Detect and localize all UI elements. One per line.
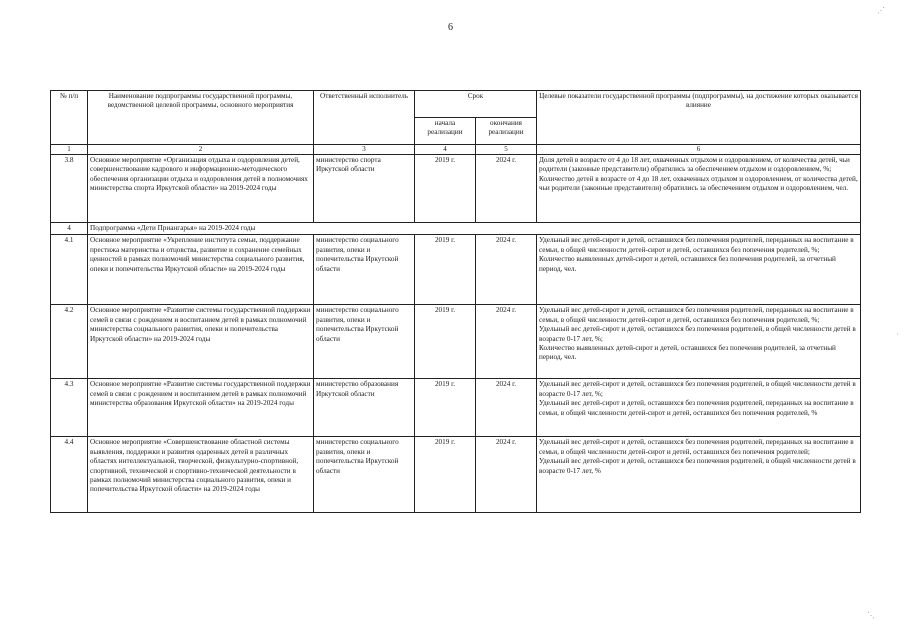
row-num: 4.2 xyxy=(51,305,88,379)
header-indicators: Целевые показатели государственной программы (подпрограммы), на достижение которых оказывается влияние xyxy=(537,91,861,145)
header-executor: Ответственный исполнитель xyxy=(314,91,415,145)
row-start: 2019 г. xyxy=(415,305,476,379)
scan-artifact: ⋰ xyxy=(877,6,885,15)
header-name: Наименование подпрограммы государственной программы, ведомственной целевой программы, основного мероприятия xyxy=(88,91,314,145)
scan-artifact: ⋱ xyxy=(867,611,875,620)
indicator-item: Удельный вес детей-сирот и детей, оставшихся без попечения родителей, в общей численности детей в возрасте 0-17 лет, %; xyxy=(539,325,856,343)
indicator-item: Удельный вес детей-сирот и детей, оставшихся без попечения родителей, переданных на воспитание в семьи, в общей численности детей-сирот и детей, оставшихся без попечения родителей; xyxy=(539,438,854,456)
row-executor: министерство социального развития, опеки и попечительства Иркутской области xyxy=(314,305,415,379)
indicator-item: Удельный вес детей-сирот и детей, оставшихся без попечения родителей, в общей численности детей в возрасте 0-17 лет, %; xyxy=(539,380,856,398)
subprogram-title: Подпрограмма «Дети Приангарья» на 2019-2024 годы xyxy=(88,223,861,235)
indicator-item: Удельный вес детей-сирот и детей, оставшихся без попечения родителей, переданных на воспитание в семьи, в общей численности детей-сирот и детей, оставшихся без попечения родителей, %; xyxy=(539,236,854,254)
row-executor: министерство образования Иркутской области xyxy=(314,379,415,437)
row-num: 4.3 xyxy=(51,379,88,437)
row-name: Основное мероприятие «Укрепление института семьи, поддержание престижа материнства и отцовства, развитие и сохранение семейных ценностей в рамках полномочий министерства социального развития, опеки и попечительства Иркутской области» на 2019-2024 годы xyxy=(88,235,314,305)
row-executor: министерство спорта Иркутской области xyxy=(314,155,415,223)
header-num: № п/п xyxy=(51,91,88,145)
indicator-item: Количество выявленных детей-сирот и детей, оставшихся без попечения родителей, за отчетный период, чел. xyxy=(539,255,836,273)
row-start: 2019 г. xyxy=(415,155,476,223)
subprogram-row xyxy=(51,223,861,235)
row-num: 3.8 xyxy=(51,155,88,223)
indicator-item: Удельный вес детей-сирот и детей, оставшихся без попечения родителей, переданных на воспитание в семьи, в общей численности детей-сирот и детей, оставшихся без попечения родителей, % xyxy=(539,399,854,417)
row-name: Основное мероприятие «Совершенствование областной системы выявления, поддержки и развития одаренных детей в различных областях интеллектуальной, творческой, физкультурно-спортивной, спортивной, технической и спортивно-технической деятельности в рамках полномочий министерства социального развития, опеки и попечительства Иркутской области» на 2019-2024 годы xyxy=(88,437,314,513)
row-executor: министерство социального развития, опеки и попечительства Иркутской области xyxy=(314,437,415,513)
program-table xyxy=(50,90,861,513)
row-executor: министерство социального развития, опеки и попечительства Иркутской области xyxy=(314,235,415,305)
column-number: 4 xyxy=(415,145,476,155)
row-name: Основное мероприятие «Развитие системы государственной поддержки семей в связи с рождением и воспитанием детей в рамках полномочий министерства социального развития, опеки и попечительства Иркутской области» на 2019-2024 годы xyxy=(88,305,314,379)
table-row xyxy=(51,235,861,305)
indicator-item: Удельный вес детей-сирот и детей, оставшихся без попечения родителей, в общей численности детей в возрасте 0-17 лет, % xyxy=(539,457,856,475)
row-start: 2019 г. xyxy=(415,235,476,305)
indicator-item: Количество выявленных детей-сирот и детей, оставшихся без попечения родителей, за отчетный период, чел. xyxy=(539,343,836,362)
row-indicators xyxy=(537,437,861,513)
column-number: 5 xyxy=(476,145,537,155)
row-name: Основное мероприятие «Организация отдыха и оздоровления детей, совершенствование кадрового и информационно-методического обеспечения организации отдыха и оздоровления детей в полномочиях министерства спорта Иркутской области» на 2019-2024 годы xyxy=(88,155,314,223)
row-end: 2024 г. xyxy=(476,379,537,437)
table-row xyxy=(51,437,861,513)
column-numbers-row xyxy=(51,145,861,155)
row-num: 4.4 xyxy=(51,437,88,513)
row-end: 2024 г. xyxy=(476,437,537,513)
scan-artifact: · xyxy=(896,330,899,339)
row-num: 4.1 xyxy=(51,235,88,305)
column-number: 2 xyxy=(88,145,314,155)
table-row xyxy=(51,379,861,437)
indicator-item: Количество детей в возрасте от 4 до 18 лет, охваченных отдыхом и оздоровлением, от количества детей, чьи родители (законные представители) обратились за обеспечением отдыхом и оздоровлением, чел. xyxy=(539,174,858,193)
column-number: 1 xyxy=(51,145,88,155)
row-indicators xyxy=(537,379,861,437)
row-end: 2024 г. xyxy=(476,305,537,379)
row-indicators xyxy=(537,305,861,379)
column-number: 6 xyxy=(537,145,861,155)
indicator-item: Доля детей в возрасте от 4 до 18 лет, охваченных отдыхом и оздоровлением, от количества детей, чьи родители (законные представители) обратились за обеспечением отдыхом и оздоровлением, %; xyxy=(539,156,850,174)
row-name: Основное мероприятие «Развитие системы государственной поддержки семей в связи с рождением и воспитанием детей в рамках полномочий министерства образования Иркутской области» на 2019-2024 годы xyxy=(88,379,314,437)
row-start: 2019 г. xyxy=(415,379,476,437)
row-start: 2019 г. xyxy=(415,437,476,513)
subprogram-num: 4 xyxy=(51,223,88,235)
header-term-end: окончания реализации xyxy=(476,118,537,145)
row-indicators xyxy=(537,155,861,223)
page-number: 6 xyxy=(448,22,453,33)
row-end: 2024 г. xyxy=(476,155,537,223)
table-row xyxy=(51,155,861,223)
column-number: 3 xyxy=(314,145,415,155)
header-term: Срок xyxy=(415,91,537,118)
indicator-item: Удельный вес детей-сирот и детей, оставшихся без попечения родителей, переданных на воспитание в семьи, в общей численности детей-сирот и детей, оставшихся без попечения родителей, %; xyxy=(539,306,854,324)
header-term-start: начала реализации xyxy=(415,118,476,145)
row-indicators xyxy=(537,235,861,305)
table-row xyxy=(51,305,861,379)
row-end: 2024 г. xyxy=(476,235,537,305)
